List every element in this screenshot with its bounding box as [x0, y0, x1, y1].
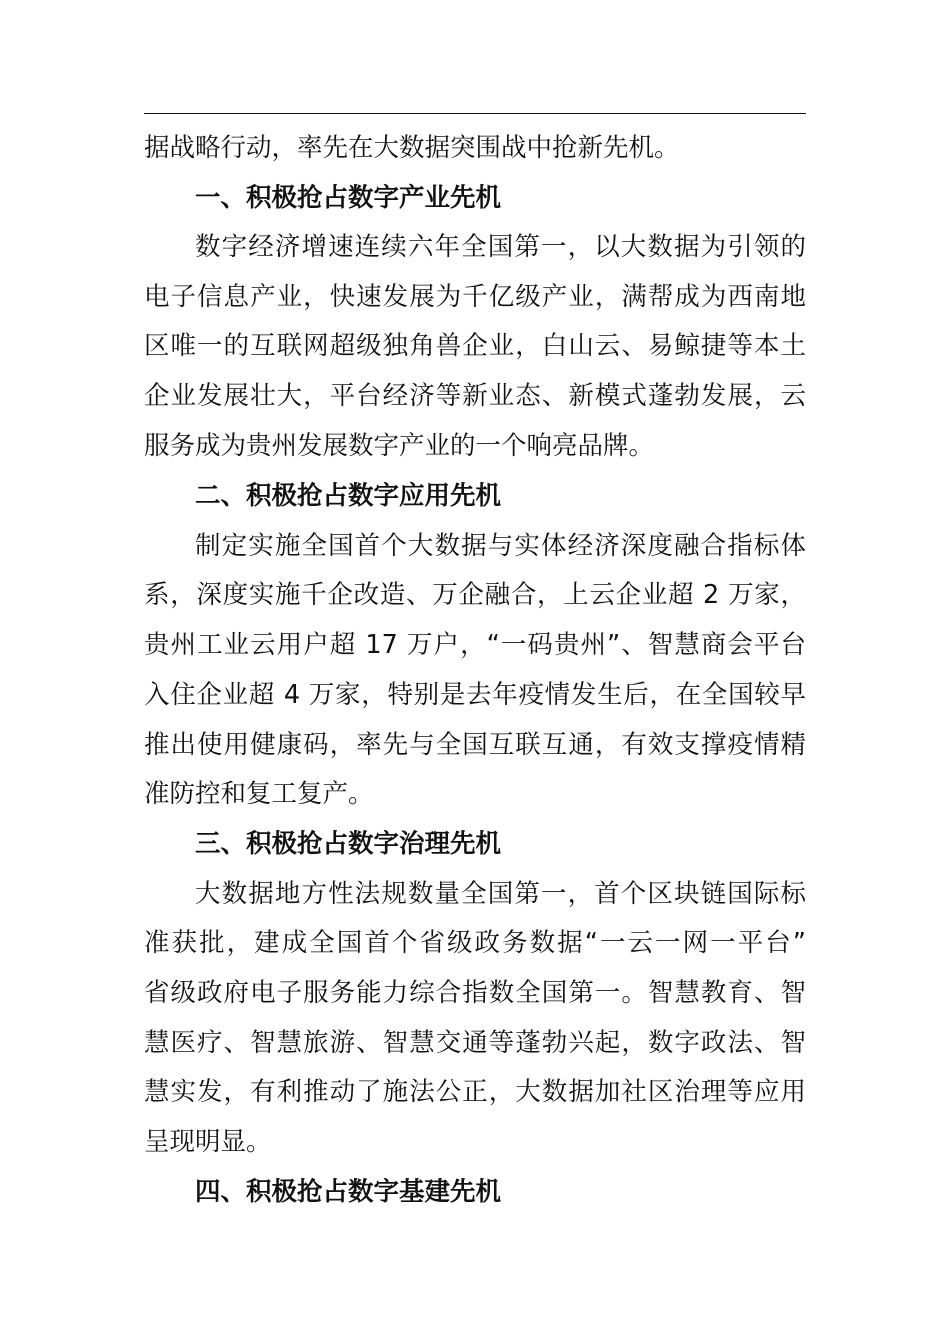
paragraph-line: 呈现明显。: [144, 1127, 272, 1157]
paragraph-line: 据战略行动，率先在大数据突围战中抢新先机。: [144, 133, 680, 163]
paragraph-line: 系，深度实施千企改造、万企融合，上云企业超 2 万家，: [144, 580, 806, 610]
paragraph-line: 电子信息产业，快速发展为千亿级产业，满帮成为西南地: [144, 282, 806, 312]
paragraph-line: 省级政府电子服务能力综合指数全国第一。智慧教育、智: [144, 978, 806, 1008]
section-heading: 四、积极抢占数字基建先机: [195, 1177, 502, 1207]
header-rule: [144, 113, 806, 114]
paragraph-line: 数字经济增速连续六年全国第一，以大数据为引领的: [195, 232, 806, 262]
paragraph-line: 制定实施全国首个大数据与实体经济深度融合指标体: [195, 531, 806, 561]
section-heading: 一、积极抢占数字产业先机: [195, 183, 502, 213]
section-heading: 二、积极抢占数字应用先机: [195, 481, 502, 511]
paragraph-line: 区唯一的互联网超级独角兽企业，白山云、易鲸捷等本土: [144, 331, 806, 361]
paragraph-line: 服务成为贵州发展数字产业的一个响亮品牌。: [144, 431, 655, 461]
paragraph-line: 慧医疗、智慧旅游、智慧交通等蓬勃兴起，数字政法、智: [144, 1028, 806, 1058]
paragraph-line: 贵州工业云用户超 17 万户，“一码贵州”、智慧商会平台: [144, 630, 806, 660]
paragraph-line: 企业发展壮大，平台经济等新业态、新模式蓬勃发展，云: [144, 381, 806, 411]
paragraph-line: 入住企业超 4 万家，特别是去年疫情发生后，在全国较早: [144, 680, 806, 710]
section-heading: 三、积极抢占数字治理先机: [195, 829, 502, 859]
paragraph-line: 推出使用健康码，率先与全国互联互通，有效支撑疫情精: [144, 730, 806, 760]
paragraph-line: 慧实发，有利推动了施法公正，大数据加社区治理等应用: [144, 1077, 806, 1107]
paragraph-line: 准防控和复工复产。: [144, 779, 374, 809]
paragraph-line: 大数据地方性法规数量全国第一，首个区块链国际标: [195, 879, 806, 909]
paragraph-line: 准获批，建成全国首个省级政务数据“一云一网一平台”: [144, 928, 806, 958]
